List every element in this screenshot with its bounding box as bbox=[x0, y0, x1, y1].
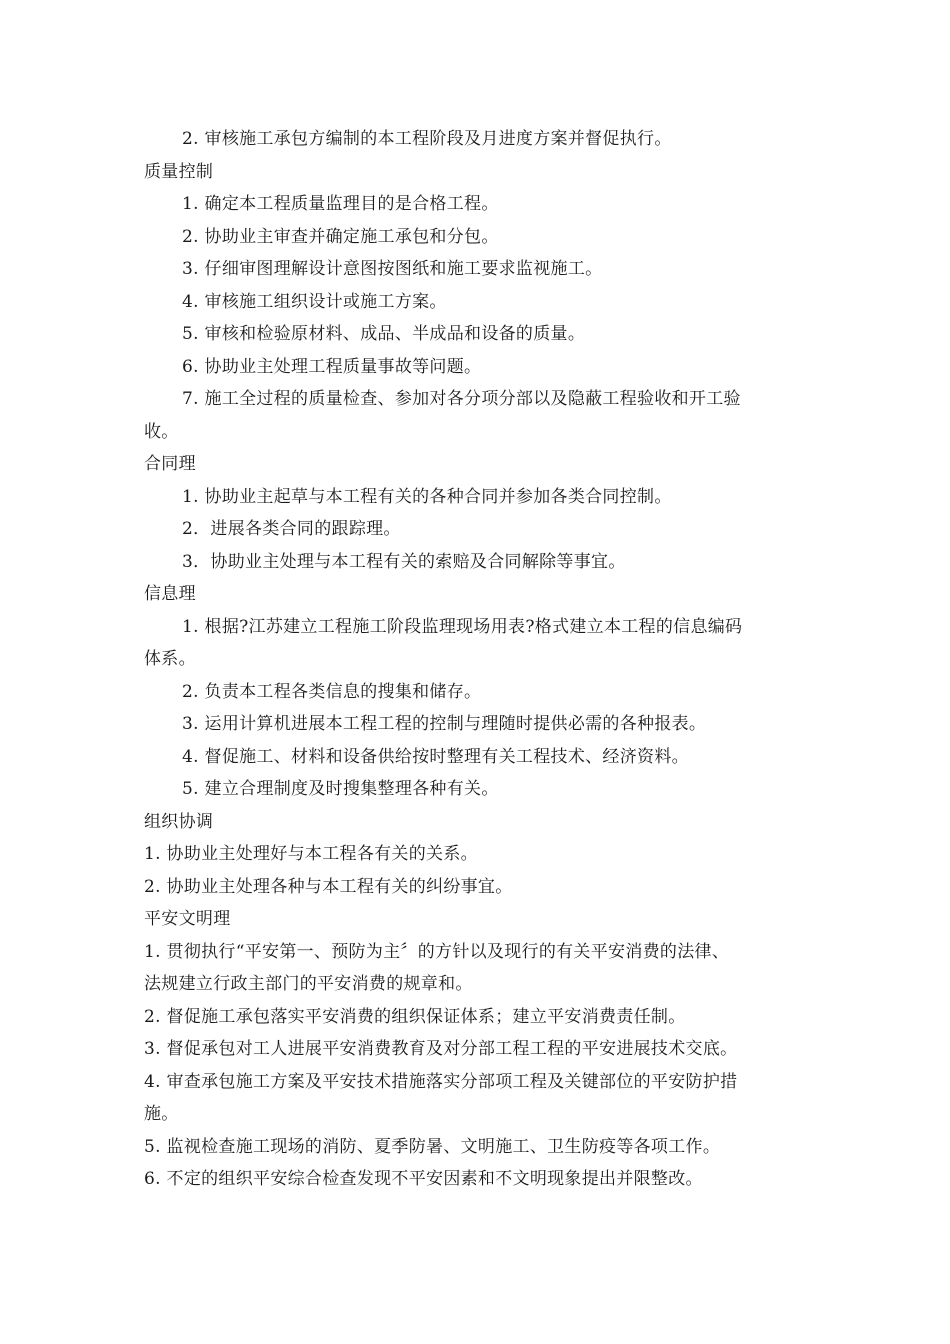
list-item-continuation: 施。 bbox=[144, 1104, 179, 1124]
list-item: 1. 确定本工程质量监理目的是合格工程。 bbox=[182, 194, 499, 214]
section-heading: 组织协调 bbox=[144, 811, 214, 832]
section-heading: 合同理 bbox=[144, 454, 196, 474]
section-heading: 信息理 bbox=[144, 584, 196, 604]
document-body bbox=[144, 123, 814, 1196]
list-item: 2. 审核施工承包方编制的本工程阶段及月进度方案并督促执行。 bbox=[182, 129, 672, 149]
list-item-continuation: 体系。 bbox=[144, 649, 196, 669]
list-item: 5. 建立合理制度及时搜集整理各种有关。 bbox=[182, 779, 499, 799]
list-item: 4. 审查承包施工方案及平安技术措施落实分部项工程及关键部位的平安防护措 bbox=[144, 1071, 738, 1092]
list-item: 2．进展各类合同的跟踪理。 bbox=[182, 519, 401, 539]
list-item: 6. 不定的组织平安综合检查发现不平安因素和不文明现象提出并限整改。 bbox=[144, 1169, 703, 1189]
list-item: 2. 协助业主处理各种与本工程有关的纠纷事宜。 bbox=[144, 876, 513, 897]
list-item: 1. 协助业主处理好与本工程各有关的关系。 bbox=[144, 844, 478, 864]
list-item: 2. 负责本工程各类信息的搜集和储存。 bbox=[182, 681, 482, 702]
list-item: 3. 督促承包对工人进展平安消费教育及对分部工程工程的平安进展技术交底。 bbox=[144, 1039, 738, 1059]
section-heading: 质量控制 bbox=[144, 161, 214, 182]
list-item: 1. 协助业主起草与本工程有关的各种合同并参加各类合同控制。 bbox=[182, 486, 672, 507]
list-item: 5. 监视检查施工现场的消防、夏季防暑、文明施工、卫生防疫等各项工作。 bbox=[144, 1136, 721, 1157]
list-item: 6. 协助业主处理工程质量事故等问题。 bbox=[182, 356, 482, 377]
list-item: 2. 协助业主审查并确定施工承包和分包。 bbox=[182, 226, 499, 247]
list-item: 3. 仔细审图理解设计意图按图纸和施工要求监视施工。 bbox=[182, 259, 603, 279]
list-item: 1. 根据?江苏建立工程施工阶段监理现场用表?格式建立本工程的信息编码 bbox=[182, 616, 743, 637]
list-item: 4. 督促施工、材料和设备供给按时整理有关工程技术、经济资料。 bbox=[182, 746, 689, 767]
list-item-continuation: 收。 bbox=[144, 421, 179, 442]
list-item: 3．协助业主处理与本工程有关的索赔及合同解除等事宜。 bbox=[182, 551, 626, 572]
list-item: 7. 施工全过程的质量检查、参加对各分项分部以及隐蔽工程验收和开工验 bbox=[182, 389, 741, 409]
list-item: 2. 督促施工承包落实平安消费的组织保证体系；建立平安消费责任制。 bbox=[144, 1006, 686, 1027]
list-item-continuation: 法规建立行政主部门的平安消费的规章和。 bbox=[144, 974, 473, 994]
list-item: 5. 审核和检验原材料、成品、半成品和设备的质量。 bbox=[182, 324, 586, 344]
list-item: 1. 贯彻执行“平安第一、预防为主〞的方针以及现行的有关平安消费的法律、 bbox=[144, 941, 730, 962]
section-heading: 平安文明理 bbox=[144, 909, 231, 929]
list-item: 4. 审核施工组织设计或施工方案。 bbox=[182, 291, 447, 312]
list-item: 3. 运用计算机进展本工程工程的控制与理随时提供必需的各种报表。 bbox=[182, 714, 707, 734]
